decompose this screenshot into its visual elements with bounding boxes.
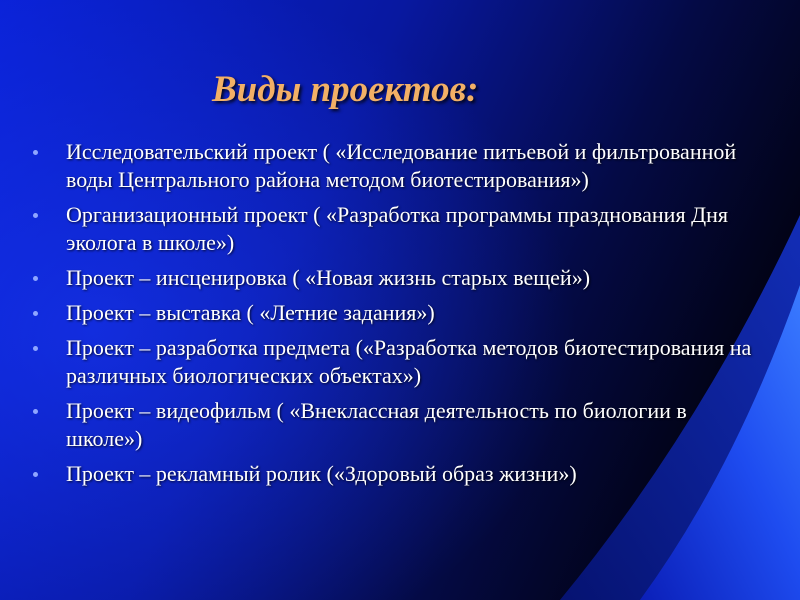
list-item xyxy=(0,201,800,257)
list-item-text: Проект – выставка ( «Летние задания») xyxy=(66,300,435,325)
bullet-icon xyxy=(33,213,38,218)
list-item xyxy=(0,397,800,453)
list-item xyxy=(0,334,800,390)
list-item-text: Проект – рекламный ролик («Здоровый образ жизни») xyxy=(66,461,577,486)
bullet-icon xyxy=(33,409,38,414)
list-item-text: Организационный проект ( «Разработка программы празднования Дня эколога в школе») xyxy=(66,202,728,255)
bullet-icon xyxy=(33,150,38,155)
list-item xyxy=(0,264,800,292)
list-item xyxy=(0,299,800,327)
slide-title: Виды проектов: xyxy=(212,69,479,110)
bullet-icon xyxy=(33,276,38,281)
bullet-icon xyxy=(33,311,38,316)
list-item-text: Исследовательский проект ( «Исследование питьевой и фильтрованной воды Центрального района методом биотестирования») xyxy=(66,139,737,192)
list-item-text: Проект – разработка предмета («Разработка методов биотестирования на различных биологических объектах») xyxy=(66,335,752,388)
bullet-icon xyxy=(33,346,38,351)
project-types-list xyxy=(0,138,800,495)
bullet-icon xyxy=(33,472,38,477)
list-item xyxy=(0,460,800,488)
list-item-text: Проект – видеофильм ( «Внеклассная деятельность по биологии в школе») xyxy=(66,398,687,451)
list-item-text: Проект – инсценировка ( «Новая жизнь старых вещей») xyxy=(66,265,591,290)
list-item xyxy=(0,138,800,194)
